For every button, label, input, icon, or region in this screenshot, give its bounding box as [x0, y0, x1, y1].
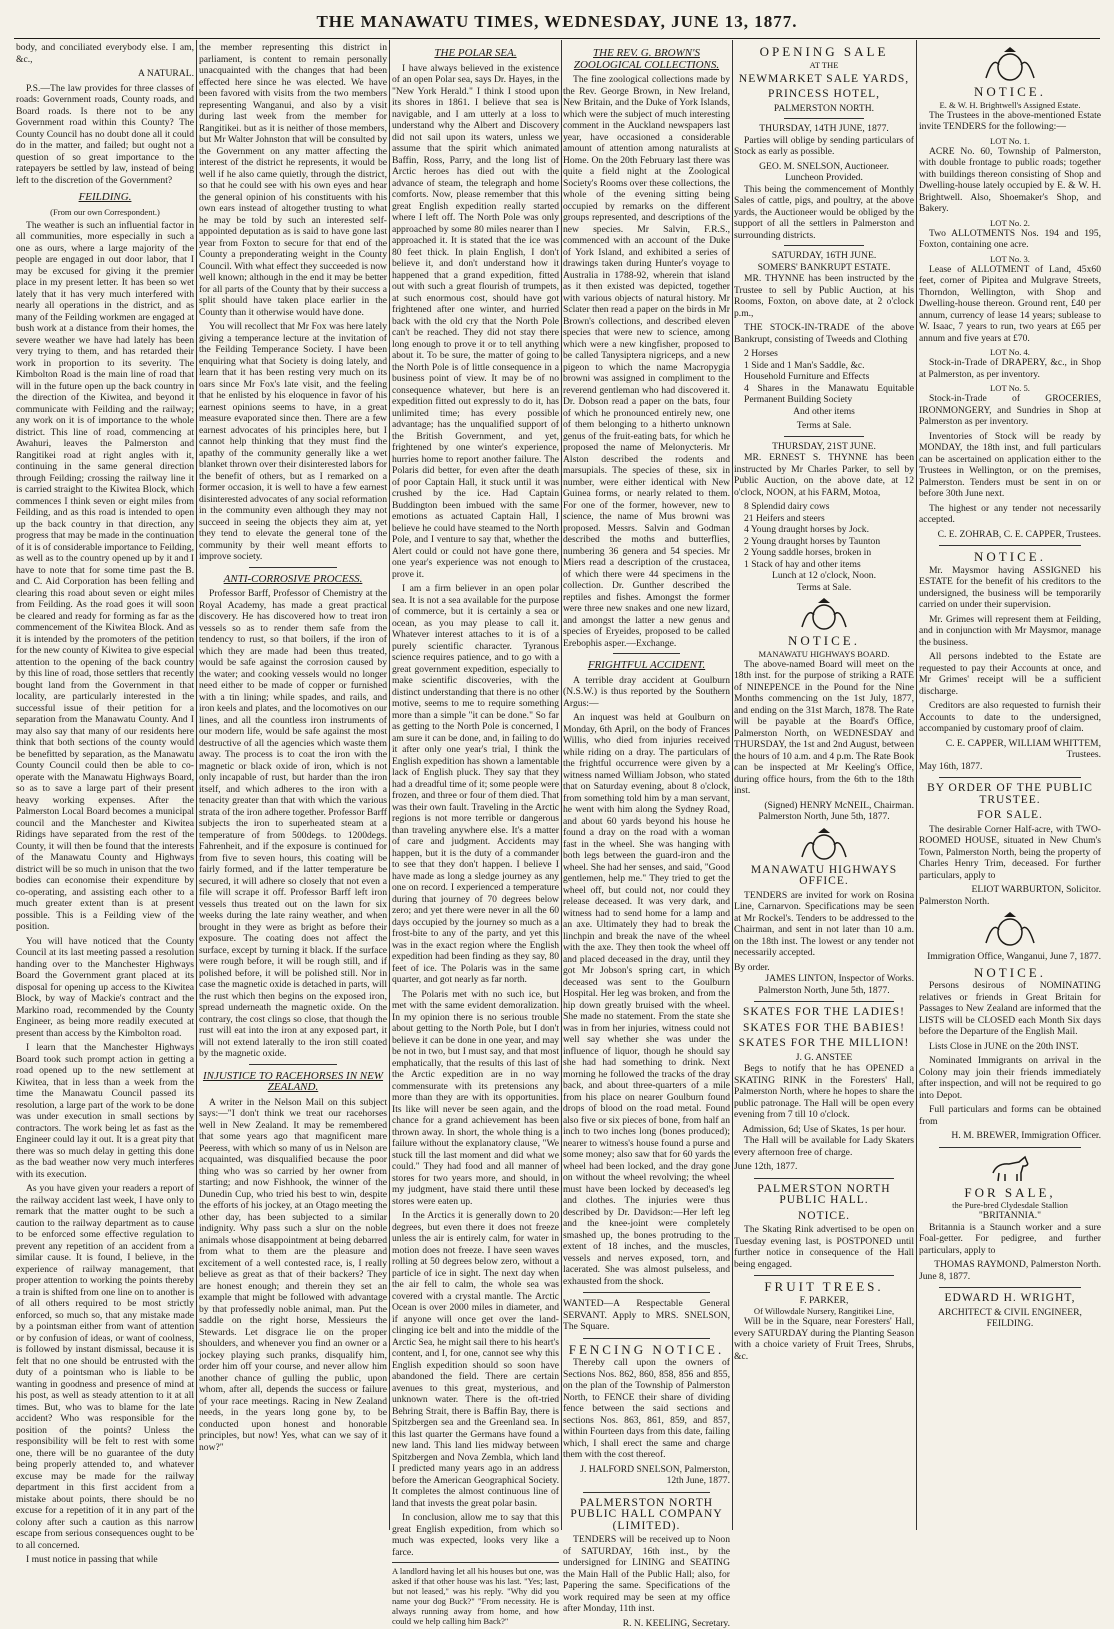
column-rule — [196, 40, 197, 1530]
ad-subtitle: FOR SALE. — [919, 810, 1101, 822]
footnote-joke: A landlord having let all his houses but one, was asked if that other house was his last. "Yes; last, but not leased," was his reply. "Why did you name your dog Buck?" "From necessity. He is always running away from home, and how could we help calling him Back?" — [392, 1562, 559, 1626]
ad-title: FOR SALE, — [919, 1187, 1101, 1199]
ad-name: F. PARKER, — [734, 1295, 914, 1307]
divider — [939, 777, 1081, 778]
ad-subtitle: NOTICE. — [734, 1211, 914, 1223]
article-paragraph: In conclusion, allow me to say that this great English expedition, from which so much was expected, looks very like a farce. — [392, 1512, 559, 1558]
ad-body: Full particulars and forms can be obtained from — [919, 1104, 1101, 1127]
ad-line: PRINCESS HOTEL, — [734, 89, 914, 101]
ad-line: Palmerston North. — [919, 896, 1101, 908]
column-rule — [916, 40, 917, 1530]
divider — [583, 1292, 710, 1293]
column-rule — [561, 40, 562, 1530]
divider — [249, 567, 337, 568]
ad-body: This being the commencement of Monthly Sales of cattle, pigs, and poultry, at the above yards, the Auctioneer would be obliged by the support of all the settlers in Palmerston and surrounding districts. — [734, 184, 914, 242]
ad-date: SATURDAY, 16TH JUNE. — [734, 250, 914, 262]
divider — [784, 245, 864, 246]
section-heading: FEILDING. — [16, 192, 194, 204]
divider — [754, 1178, 894, 1179]
ad-subtitle: E. & W. H. Brightwell's Assigned Estate. — [919, 100, 1101, 110]
royal-crest-icon — [978, 46, 1042, 82]
ad-subtitle: Of Willowdale Nursery, Rangitikei Line, — [734, 1306, 914, 1316]
ad-subtitle: ARCHITECT & CIVIL ENGINEER, — [919, 1307, 1101, 1319]
letter-signature: A NATURAL. — [16, 68, 194, 80]
ad-body: The Trustees in the above-mentioned Estate invite TENDERS for the following:— — [919, 110, 1101, 133]
section-heading: FRIGHTFUL ACCIDENT. — [563, 660, 730, 672]
ad-title: SKATES FOR THE MILLION! — [734, 1038, 914, 1050]
ad-body: The highest or any tender not necessarily accepted. — [919, 503, 1101, 526]
column-rule — [389, 40, 390, 1530]
ad-line: Terms at Sale. — [734, 582, 914, 594]
divider — [754, 1001, 894, 1002]
article-paragraph: The Polaris met with no such ice, but met with the same evident demoralization. In my opinion there is no serious trouble about getting to the North Pole, but I don't believe it can be done in one year, and may be not in two, but I must say, and that most emphatically, that the results of this last of the Arctic expedition are in no way commensurate with its pretensions any more than they are with its opportunities. Its like will never be seen again, and the chance for a grand achievement has been thrown away. In short, the whole thing is a failure without the explanatory clause, "We stuck till the last moment and did what we could." They had food and all manner of stores for two years more, and should, in my judgment, have staid there until these stores were eaten up. — [392, 989, 559, 1208]
ad-body: Begs to notify that he has OPENED a SKATING RINK in the Foresters' Hall, Palmerston North, where he hopes to share the public patronage. The Hall will be open every evening from 7 till 10 o'clock. — [734, 1063, 914, 1121]
list-item: 8 Splendid dairy cows — [744, 501, 914, 513]
column-6 — [919, 42, 1101, 1528]
ad-date: Palmerston North, June 5th, 1877. — [734, 811, 914, 823]
ad-title: BY ORDER OF THE PUBLIC TRUSTEE. — [919, 783, 1101, 806]
column-3 — [392, 42, 559, 1528]
column-1 — [16, 42, 194, 1528]
ad-signature: ELIOT WARBURTON, Solicitor. — [919, 884, 1101, 896]
article-paragraph: Professor Barff, Professor of Chemistry at the Royal Academy, has made a great practical discovery. He has discovered how to treat iron vessels so as to render them safe from the tendency to rust, so that boilers, if the iron of which they are made had been thus treated, would be safe against the corrosion caused by the water; and cooking vessels would no longer need either to be made of copper or furnished with a tin lining; while spades, and rails, and iron keels and plates, and the locomotives on our lines, and all the countless iron instruments of our modern life, would be safe against the most destructive of all the agencies which waste them away. The process is to coat the iron with the magnetic or black oxide of iron, which is not only incapable of rust, but harder than the iron itself, and which adheres to the iron with a tenacity greater than that with which the various strata of the iron adhere together. Professor Barff subjects the iron to superheated steam at a temperature of from 500degs. to 1200degs. Fahrenheit, and if the exposure is continued for from five to seven hours, this coating will be fairly formed, and if the latter temperature be secured, it will adhere so closely that not even a file will scrape it off. Professor Barff left iron vessels thus treated out on the lawn for six weeks during the late rainy weather, and when brought in they were as bright as before their exposure. The coating does not affect the surface, except by turning it black. If the surface were rough before, it will be rough still, and if polished before, it will be polished still. Nor in case the magnetic oxide is detached in parts, will the rust which then begins on the exposed iron, spread underneath the magnetic oxide. On the contrary, the cost clings so close, that though the rust will eat into the iron at any exposed part, it will not extend laterally to the iron still coated by the magnetic oxide. — [199, 588, 387, 1060]
ad-title: PALMERSTON NORTH PUBLIC HALL. — [734, 1184, 914, 1207]
ad-body: The Hall will be available for Lady Skaters every afternoon free of charge. — [734, 1135, 914, 1158]
ad-body: MR. THYNNE has been instructed by the Trustee to sell by Public Auction, at his Rooms, Foxton, on above date, at 2 o'clock p.m., — [734, 273, 914, 319]
ad-date: THURSDAY, 21ST JUNE. — [734, 441, 914, 453]
ad-signature: J. HALFORD SNELSON, Palmerston, 12th June, 1877. — [563, 1464, 730, 1487]
article-paragraph: I have always believed in the existence of an open Polar sea, says Dr. Hayes, in the "New York Herald." I think I stood upon its shores in 1861. I believe that sea is navigable, and I am utterly at a loss to understand why the Albert and Discovery did not sail upon its waters, unless we assume that the spirit which animated Baffin, Ross, Parry, and the long list of Arctic heroes has died out with the advance of steam, the telegraph and home comforts. Now, please remember that this great English expedition really started where I left off. The North Pole was only approached by some 80 miles nearer than I approached it. It is stated that the ice was 80 feet thick. In plain English, I don't believe it, and don't understand how it happened that a grand expedition, fitted out with such a great flourish of trumpets, at such enormous cost, should have got frightened after one winter, and hurried back with the old cry that the North Pole can't be reached. They did not stay there long enough to prove it or to tell anything about it. To be sure, the matter of going to the North Pole is of little consequence in a business point of view. It may be of no consequence whatever, but here is an expedition fitted out expressly to do it, has unlimited time; has every possible advantage; has the unqualified support of the British Government, and yet, frightened by one winter's experience, hurries home to report another failure. The Polaris did better, for even after the death of poor Captain Hall, it stuck until it was crushed by the ice. Had Captain Buddington been imbued with the same emotions as actuated Captain Hall, I believe he could have steamed to the North Pole, and I venture to say that, whether the Alert could or could not have gone there, one year's experience was not enough to prove it. — [392, 63, 559, 581]
article-paragraph: the member representing this district in parliament, is content to remain personally unacquainted with the changes that had been effected here since he was elected. We have been favored with visits from the two members representing Wanganui, and also by a visit during last week from the member for Rangitikei. but as it is neither of those members, but Mr Walter Johnston that will be consulted by the Government on any matter affecting the interest of the district he represents, it would be well if he also came quietly, through the district, so that he could see with his own eyes and hear the general opinion of his constituents with his own ears instead of altogether trusting to what he may be told by such an interested self-appointed deputation as is said to have gone last year from Foxton to secure for that end of the County a preponderating weight in the County Council. With what effect they succeeded is now well known; although in the end it may be better for all parts of the County that by their success a split should have taken place earlier in the County than it otherwise would have done. — [199, 42, 387, 318]
list-item: And other items — [734, 406, 914, 418]
lot-title: LOT No. 3. — [919, 254, 1101, 264]
ad-title: SKATES FOR THE BABIES! — [734, 1023, 914, 1035]
masthead: THE MANAWATU TIMES, WEDNESDAY, JUNE 13, 1877. — [0, 12, 1114, 32]
article-paragraph: A terrible dray accident at Goulburn (N.S.W.) is thus reported by the Southern Argus:— — [563, 675, 730, 710]
stock-list — [734, 348, 914, 417]
article-paragraph: I must notice in passing that while — [16, 1554, 194, 1566]
article-paragraph: As you have given your readers a report of the railway accident last week, I have only to remark that the matter ought to be such a caution to the railway department as to cause to be enforced some effective regulation to prevent any repetition of an accident from a similar cause. It is found, I believe, in the experience of railway management, that proper attention to working the points thereby a train is shifted from one line on to another is of all others required to be most strictly enforced, so much so, that any mistake made by a pointsman either from want of attention or by confusion of ideas, or want of coolness, is followed by instant dismissal, because it is felt that no one should be entrusted with the duty of a pointsman who is liable to be wanting in goodness and presence of mind at his post, as well as steady attention to it at all times. But, who was to blame for the late accident? Who was responsible for the position of the points? Unless the responsibility will be felt to rest with some one, there will be no guarantee of the duty being properly attended to, and whatever excuse may be made for the railway department in this first accident from a mistake about points, there should be no excuse for a repetition of it in any part of the colony after such a caution as this narrow escape from serious consequences ought to be to all concerned. — [16, 1183, 194, 1551]
ad-signature: C. E. ZOHRAB, C. E. CAPPER, Trustees. — [919, 529, 1101, 541]
list-item: 2 Young saddle horses, broken in — [744, 547, 914, 559]
list-item: 2 Young draught horses by Taunton — [744, 536, 914, 548]
ad-body: Mr. Grimes will represent them at Feilding, and in conjunction with Mr Maysmor, manage the business. — [919, 614, 1101, 649]
ad-title: PALMERSTON NORTH PUBLIC HALL COMPANY (LIMITED). — [563, 1498, 730, 1533]
column-5 — [734, 42, 914, 1528]
ad-name: J. G. ANSTEE — [734, 1052, 914, 1064]
article-paragraph: In the Arctics it is generally down to 20 degrees, but even there it does not freeze unless the air is entirely calm, for water in motion does not freeze. I have seen waves rolling at 50 degrees below zero, without a particle of ice in sight. The next day when the air fell to calm, the whole sea was covered with a crystal mantle. The Arctic Ocean is over 2000 miles in diameter, and if anyone will once get over the land-clinging ice belt and into the middle of the Arctic Sea, he might sail there to his heart's content, and I, for one, cannot see why this English expedition should so soon have abandoned the field. There are certain avenues to this great, mysterious, and unknown water. There is the oft-tried Behring Strait, there is Baffin Bay, there is Spitzbergen sea and the Greenland sea. In this last quarter the Germans have found a new land. This land lies midway between Spitzbergen and Nova Zembla, which land I predicted many years ago in an address before the American Geographical Society. It completes the almost continuous line of land that invests the great polar basin. — [392, 1210, 559, 1509]
article-paragraph: The weather is such an influential factor in all communities, more especially in such a one as ours, where a large majority of the people are engaged in out door labor, that I may be excused for giving it the premier place in my present letter. It has been so wet lately that it has very much interfered with nearly all operations in the district, and as many of the Feilding workmen are engaged at bush work at a distance from their homes, the severe weather we have had lately has been very trying to them, and has retarded their work in proportion to its severity. The Kimbolton Road is the main line of road that will in the future open up the back country in the direction of the Kiwitea, and beyond it communicate with Feilding and the railway; any work on it is of importance to the whole district. This line of road, commencing at Awahuri, leaves the Palmerston and Rangitikei road at right angles with it, continuing in the same general direction through Feilding; crossing the railway line it is carried straight to the Kiwitea Block, which commences I think seven or eight miles from Feilding, and as this road is intended to open up the back country in that direction, any progress that may be made in the continuation of it is of considerable importance to Feilding, as well as to the country opened up by it and I have to note that for some time past the B. and C. Aid Corporation has been felling and clearing this road about seven or eight miles from Feilding. As the road goes it will soon be cleared and ready for forming as far as the commencement of the Kiwitea Block. And as it is intended by the promoters of the petition for the new county of Kiwitea to give especial attention to the opening of the back country by this line of road, those settlers that recently bought land from the Government in that locality, are particularly interested in the successful issue of their petition for a separation from the Manawatu County. And I may also say that many of our residents here think that both sections of the county would be benefitted by separation, as the Manawatu County Council could then be able to co-operate with the Manawatu Highways Board, so as to save a large part of their present heavy working expenses. After the Palmerston Local Board becomes a municipal council and the Manchester and Kiwitea Ridings have separated from the rest of the County, it will then be found that the interests of the Manawatu County and Highways district will be so much in unison that the two bodies can economise their expenditure by co-operating, and assisting each other to a much greater extent than is at present possible. This is a Feilding view of the position. — [16, 220, 194, 933]
ad-body: All persons indebted to the Estate are requested to pay their Accounts at once, and Mr Grimes' receipt will be a sufficient discharge. — [919, 651, 1101, 697]
ad-title: FRUIT TREES. — [734, 1281, 914, 1293]
article-paragraph: I am a firm believer in an open polar sea. It is not a sea available for the purpose of commerce, but it is certainly a sea or ocean, as you may please to call it. Whatever interest attaches to it is of a purely scientific character. Tyranous science requires patience, and to go with a great government expedition, especially to make scientific discoveries, with the distinct understanding that there is no other motive, seems to me to require something more than a simple "it can be done." So far as getting to the North Pole is concerned, I am sure it can be done, and, in failing to do it after only one year's trial, I think the English expedition has shown a lamentable lack of English pluck. They say that they had a dreadful time of it; some people were frozen, and three or four of them died. That was their own fault. Traveling in the Arctic regions is not more terrible or dangerous than traveling anywhere else. It's a matter of care and judgment. Accidents may happen, but it is the duty of a commander to see that they don't happen. I believe I have made as long a sledge journey as any one on record. I experienced a temperature during that journey of 70 degrees below zero; and yet there were never in all the 60 days occupied by the journey so much as a frost-bite to any of the party, and yet this was in the exact region where the English expedition had been finding as they say, 80 feet of ice. The Polaris was in the same quarter, and got nearly as far north. — [392, 583, 559, 986]
divider — [939, 1147, 1081, 1148]
divider — [754, 1275, 894, 1276]
ad-body: Stock-in-Trade of DRAPERY, &c., in Shop at Palmerston, as per inventory. — [919, 357, 1101, 380]
header-rule — [14, 38, 1100, 39]
ad-body: The above-named Board will meet on the 18th inst. for the purpose of striking a RATE of NINEPENCE in the Pound for the Nine Months commencing on the 1st July, 1877, and ending on the 31st March, 1878. The Rate will be payable at the Board's Office, Palmerston North, on WEDNESDAY and THURSDAY, the 1st and 2nd August, between the hours of 10 a.m. and 4 p.m. The Rate Book can be inspected at Mr Keeling's Office, during office hours, from the 6th to the 18th inst. — [734, 659, 914, 797]
article-paragraph: An inquest was held at Goulburn on Monday, 6th April, on the body of Frances Willis, who died from injuries received while riding on a dray. The particulars of the frightful occurrence were given by a witness named William Jobson, who stated that on Saturday evening, about 8 o'clock, from something told him by a man servant, he went with him along the Sydney Road, and about 60 yards beyond his house he found a dray on the road with a woman fast in the wheel. She was hanging with both legs between the guard-iron and the wheel. She had her senses, and said, "Good gentlemen, help me." They tried to get the wheel off, but could not, nor could they release deceased. It was very dark, and witness had to send home for a lamp and an axe. Ultimately they had to break the linchpin and break the nave of the wheel with the axe. They then took the wheel off and placed deceased in the dray, until they got Mr Jobson's spring cart, in which deceased was sent to the Goulburn Hospital. Her leg was broken, and from the hip down greatly bruised with the wheel. She made no statement. From the state she was in from her injuries, witness could not well say whether she was under the influence of liquor, though he should say she had had something to drink. Next morning he followed the tracks of the dray back, and about three-quarters of a mile from his place on nearer Goulburn found drops of blood on the road metal. Found also five or six pieces of bone, from half an inch to two inches long (bones produced); nearer to witness's house found a purse and some money; also saw that for 60 yards the wheel had been locked, and the dray gone on without the wheel revolving; the wheel must have been locked by deceased's leg and clothes. The injuries were thus described by Dr. Davidson:—Her left leg and the knee-joint were completely smashed up, the bones protruding to the extent of 18 inches, and the muscles, vessels and nerves exposed, torn, and lacerated. She was almost pulseless, and exhausted from the shock. — [563, 712, 730, 1287]
lot-title: LOT No. 5. — [919, 383, 1101, 393]
ad-line: Admission, 6d; Use of Skates, 1s per hour. — [734, 1124, 914, 1136]
ad-line: NEWMARKET SALE YARDS, — [734, 74, 914, 86]
ad-line: Terms at Sale. — [734, 420, 914, 432]
column-rule — [732, 40, 733, 1530]
ad-header: Immigration Office, Wanganui, June 7, 1877. — [919, 951, 1101, 963]
ad-name: "BRITANNIA." — [919, 1210, 1101, 1222]
divider — [784, 118, 864, 119]
divider — [784, 436, 864, 437]
article-paragraph: I learn that the Manchester Highways Board took such prompt action in getting a road opened up to the new settlement at Kiwitea, that in less than a week from the time the Manawatu Council passed its resolution, a large part of the work to be done was under execution in small sections by contractors. The work being let as fast as the Engineer could lay it out. It is a great pity that there was so much delay in getting this done as the bad weather now very much interferes with its execution. — [16, 1042, 194, 1180]
section-heading: THE REV. G. BROWN'S ZOOLOGICAL COLLECTIONS. — [563, 48, 730, 71]
list-item: 1 Side and 1 Man's Saddle, &c. — [744, 360, 914, 372]
ad-date: May 16th, 1877. — [919, 761, 1101, 773]
lot-title: LOT No. 1. — [919, 136, 1101, 146]
ad-date: THURSDAY, 14TH JUNE, 1877. — [734, 123, 914, 135]
ad-line: AT THE — [734, 60, 914, 70]
ad-body: The Skating Rink advertised to be open on Tuesday evening last, is POSTPONED until further notice in consequence of the Hall being engaged. — [734, 1224, 914, 1270]
ad-line: Lunch at 12 o'clock, Noon. — [734, 570, 914, 582]
article-paragraph: A writer in the Nelson Mail on this subject says:—"I don't think we treat our racehorses well in New Zealand. It may be remembered that some years ago that magnificent mare Peeress, with which so many of us in Nelson are acquainted, was disqualified because the poor thing who was so carried by her owner from starting; and now Fishhook, the winner of the Dunedin Cup, who tried his best to win, despite the efforts of his jockey, at an Otago meeting the other day, has been subjected to a similar indignity. Why pass such a slur on the noble animals whose disappointment at being debarred from what to them are the pleasure and excitement of a well contested race, is, I really believe as great as that of their backers? They are honest enough; and therein they set an example that might be followed with advantage by that professedly noble animal, man. Put the saddle on the right horse, Messieurs the Stewards. Let disgrace lie on the proper shoulders, and whenever you find an owner or a jockey playing such pranks, disqualify him, order him off your course, and never allow him another chance of gulling the public, upon whom, after all, depends the success or failure of your race meetings. Racing in New Zealand needs, in the years long gone by, to be conducted upon honest and honorable principles, but now! Yes, what can we say of it now?" — [199, 1097, 387, 1454]
ad-date: June 8, 1877. — [919, 1271, 1101, 1283]
letter-postscript: P.S.—The law provides for three classes of roads: Government roads, County roads, and Board roads. Is there not to be any Government road within this County? The County Council has no doubt done all it could do in the matter, and failed; but ought not a question of so great importance to the ratepayers be settled by law, instead of being left to the discretion of the Government? — [16, 83, 194, 187]
ad-signature: GEO. M. SNELSON, Auctioneer. — [734, 161, 914, 173]
lot-title: LOT No. 2. — [919, 218, 1101, 228]
ad-body: Mr. Maysmor having ASSIGNED his ESTATE for the benefit of his creditors to the undersigned, the business will be temporarily carried on under their supervision. — [919, 565, 1101, 611]
ad-signature: THOMAS RAYMOND, Palmerston North. — [919, 1259, 1101, 1271]
ad-title: SKATES FOR THE LADIES! — [734, 1007, 914, 1019]
divider — [939, 545, 1081, 546]
ad-date: June 12th, 1877. — [734, 1161, 914, 1173]
article-paragraph: The fine zoological collections made by the Rev. George Brown, in New Ireland, New Britain, and the Duke of York Islands, which were the subject of much interesting comment in the Auckland newspapers last year, have occasioned a considerable amount of attention among naturalists at Home. On the 20th February last there was quite a field night at the Zoological Society's Rooms over these collections, the whole of the evening sitting being occupied by remarks on the different groups represented, and descriptions of the new species. Mr Salvin, F.R.S., commenced with an account of the Duke of York Island, and exhibited a series of drawings taken during Hunter's voyage to Australia in 1788-92, wherein that island as it then existed was depicted, together with various objects of natural history. Mr Sclater then read a paper on the birds in Mr Brown's collections, and described eleven species that were new to science, among which were a new kingfisher, proposed to be called Tanysiptera nigriceps, and a new pigeon to which the name Macropygia browni was assigned in compliment to the reverend gentleman who had discovered it. Dr. Dobson read a paper on the bats, four of which he pronounced entirely new, one of them belonging to a hitherto unknown genus of the fruit-eating bats, for which he proposed the name of Melonycteris. Mr Alston described the rodents and marsupials. The species of these, six in number, were either identical with New Guinea forms, or nearly related to them. For one of the former, however, new to science, the name of Mus browni was proposed. Messrs. Salvin and Godman described the moths and butterflies, numbering 36 genera and 54 species. Mr Miers read a description of the crustacea, of which there were 44 specimens in the collection. Dr. Gunther described the reptiles and fishes. Amongst the former were three new snakes and one new lizard, and amongst the latter a new genus and species of Eryeides, proposed to be called Erebophis asper.—Exchange. — [563, 74, 730, 649]
ad-body: TENDERS will be received up to Noon of SATURDAY, 16th inst., by the undersigned for LINING and SEATING the Main Hall of the Public Hall; also, for Papering the same. Specifications of the work required may be seen at my office after Monday, 11th inst. — [563, 1534, 730, 1615]
ad-body: Stock-in-Trade of GROCERIES, IRONMONGERY, and Sundries in Shop at Palmerston as per inventory. — [919, 393, 1101, 428]
section-heading: THE POLAR SEA. — [392, 48, 559, 60]
ad-body: Parties will oblige by sending particulars of Stock as early as possible. — [734, 135, 914, 158]
ad-body: Will be in the Square, near Foresters' Hall, every SATURDAY during the Planting Season with a choice variety of Fruit Trees, Shrubs, &c. — [734, 1316, 914, 1362]
letter-close: body, and conciliated everybody else. I am, &c., — [16, 42, 194, 65]
ad-signature: (Signed) HENRY McNEIL, Chairman. — [734, 800, 914, 812]
divider — [939, 1287, 1081, 1288]
royal-crest-icon — [794, 597, 854, 631]
royal-crest-icon — [794, 827, 854, 861]
list-item: 4 Shares in the Manawatu Equitable Permanent Building Society — [744, 383, 914, 406]
article-paragraph: You will have noticed that the County Council at its last meeting passed a resolution handing over to the Manchester Highways Board the Government grant placed at its disposal for opening up access to the Kiwitea Block, by way of Mackie's contract and the Markino road, recommended by the County Engineer, as being more readily executed at present than access by the Kimbolton road. — [16, 936, 194, 1040]
ad-body: ACRE No. 60, Township of Palmerston, with double frontage to public roads; together with buildings thereon consisting of Shop and Dwelling-house lately occupied by E. & W. H. Brightwell. Also, Shoemaker's Shop, and Bakery. — [919, 146, 1101, 215]
royal-crest-icon — [978, 911, 1042, 947]
ad-body: Lease of ALLOTMENT of Land, 45x60 feet, corner of Pipitea and Mulgrave Streets, Thorndon, Wellington, with Shop and Dwelling-house thereon. Ground rent, £40 per annum, currency of lease 14 years; sublease to W. Isaac, 7 years to run, two years at £65 per annum and five years at £70. — [919, 264, 1101, 345]
ad-line: PALMERSTON NORTH. — [734, 103, 914, 115]
ad-line: By order. — [734, 962, 914, 974]
ad-body: Thereby call upon the owners of Sections Nos. 862, 860, 858, 856 and 855, on the plan of the Township of Palmerston North, to FENCE their share of dividing fence between the said sections and sections Nos. 863, 861, 859, and 857, within Fourteen days from this date, failing which, I shall erect the same and charge them with the cost thereof. — [563, 1357, 730, 1461]
byline: (From our own Correspondent.) — [16, 207, 194, 217]
farm-list — [734, 501, 914, 570]
ad-body: The desirable Corner Half-acre, with TWO-ROOMED HOUSE, situated in New Chum's Town, Palmerston North, being the property of Charles Henry Trim, deceased. For further particulars, apply to — [919, 824, 1101, 882]
ad-subtitle: the Pure-bred Clydesdale Stallion — [919, 1200, 1101, 1210]
ad-wanted: WANTED—A Respectable General SERVANT. Apply to MRS. SNELSON, The Square. — [563, 1298, 730, 1333]
ad-signature: R. N. KEELING, Secretary. — [563, 1618, 730, 1629]
list-item: Household Furniture and Effects — [744, 371, 914, 383]
ad-subtitle: MANAWATU HIGHWAYS BOARD. — [734, 649, 914, 659]
horse-icon — [987, 1153, 1033, 1183]
ad-body: TENDERS are invited for work on Rosina Line, Carnarvon. Specifications may be seen at Mr Rockel's. Tenders to be addressed to the Chairman, and sent in not later than 10 a.m. on the 18th inst. The lowest or any tender not necessarily accepted. — [734, 890, 914, 959]
ad-body: Two ALLOTMENTS Nos. 194 and 195, Foxton, containing one acre. — [919, 228, 1101, 251]
ad-title: NOTICE. — [919, 551, 1101, 563]
ad-body: MR. ERNEST S. THYNNE has been instructed by Mr Charles Parker, to sell by Public Auction, on the above date, at 12 o'clock, NOON, at his FARM, Motoa, — [734, 452, 914, 498]
ad-signature: H. M. BREWER, Immigration Officer. — [919, 1130, 1101, 1142]
ad-body: THE STOCK-IN-TRADE of the above Bankrupt, consisting of Tweeds and Clothing — [734, 322, 914, 345]
ad-line: FEILDING. — [919, 1318, 1101, 1330]
column-2 — [199, 42, 387, 1528]
column-4 — [563, 42, 730, 1528]
section-heading: ANTI-CORROSIVE PROCESS. — [199, 574, 387, 586]
ad-body: Lists Close in JUNE on the 20th INST. — [919, 1041, 1101, 1053]
divider — [249, 1064, 337, 1065]
ad-title: NOTICE. — [919, 86, 1101, 98]
ad-signature: C. E. CAPPER, WILLIAM WHITTEM, Trustees. — [919, 738, 1101, 761]
ad-title: MANAWATU HIGHWAYS OFFICE. — [734, 865, 914, 888]
list-item: 1 Stack of hay and other items — [744, 559, 914, 571]
ad-title: FENCING NOTICE. — [563, 1344, 730, 1356]
ad-title: OPENING SALE — [734, 46, 914, 58]
ad-body: Persons desirous of NOMINATING relatives or friends in Great Britain for Passages to New Zealand are informed that the LISTS will be CLOSED each Month Six days before the Departure of the English Mail. — [919, 980, 1101, 1038]
ad-title: EDWARD H. WRIGHT, — [919, 1293, 1101, 1305]
section-heading: INJUSTICE TO RACEHORSES IN NEW ZEALAND. — [199, 1071, 387, 1094]
article-paragraph: You will recollect that Mr Fox was here lately giving a temperance lecture at the invitation of the Feilding Temperance Society. I have been enquiring what that Society is doing lately, and learn that it has been resting very much on its oars since Mr Fox's late visit, and the feeling that he enlisted by his eloquence in favor of his earnest opinions seems to have, in a great measure evaporated since then. There are a few earnest advocates of his principles here, but I cannot help thinking that they must find the apathy of the community generally like a wet blanket thrown over their disinterested labors for the benefit of others, but as I remarked on a former occasion, it is well to have a few earnest disinterested advocates of any social reformation in the community even although they may not succeed in seeing the objects they aim at, yet they tend to elevate the general tone of the community by their well meant efforts to improve society. — [199, 321, 387, 563]
ad-title: SOMERS' BANKRUPT ESTATE. — [734, 262, 914, 274]
ad-signature: JAMES LINTON, Inspector of Works. — [734, 973, 914, 985]
ad-title: NOTICE. — [734, 635, 914, 647]
divider — [583, 1492, 710, 1493]
ad-body: Inventories of Stock will be ready by MONDAY, the 18th inst, and full particulars can be ascertained on application either to the Trustees in Wellington, or on the premises, Palmerston. Tenders must be sent in on or before 30th June next. — [919, 431, 1101, 500]
ad-body: Britannia is a Staunch worker and a sure Foal-getter. For pedigree, and further particulars, apply to — [919, 1222, 1101, 1257]
divider — [613, 653, 680, 654]
list-item: 2 Horses — [744, 348, 914, 360]
ad-body: Creditors are also requested to furnish their Accounts to date to the undersigned, accompanied by customary proof of claim. — [919, 700, 1101, 735]
divider — [583, 1338, 710, 1339]
list-item: 4 Young draught horses by Jock. — [744, 524, 914, 536]
ad-date: Palmerston North, June 5th, 1877. — [734, 985, 914, 997]
ad-title: NOTICE. — [919, 967, 1101, 979]
list-item: 21 Heifers and steers — [744, 513, 914, 525]
ad-line: Luncheon Provided. — [734, 172, 914, 184]
ad-body: Nominated Immigrants on arrival in the Colony may join their friends immediately after inspection, and will not be required to go into Depot. — [919, 1055, 1101, 1101]
lot-title: LOT No. 4. — [919, 347, 1101, 357]
